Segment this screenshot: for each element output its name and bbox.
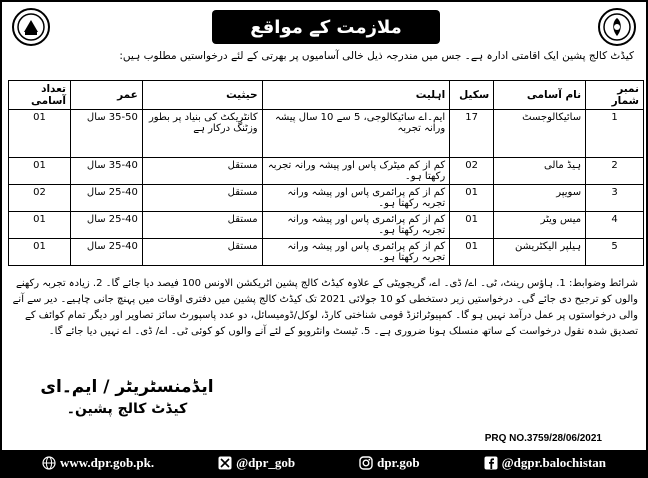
cell-status: مستقل — [142, 185, 262, 212]
table-row — [9, 185, 644, 212]
facebook-handle[interactable]: @dgpr.balochistan — [501, 455, 607, 470]
table-row — [9, 212, 644, 239]
cell-count: 01 — [9, 239, 71, 266]
prq-number: PRQ NO.3759/28/06/2021 — [484, 433, 602, 444]
table-row — [9, 110, 644, 158]
twitter-icon — [218, 456, 232, 470]
signatory-title: ایڈمنسٹریٹر / ایم۔ای — [40, 377, 214, 397]
table-header-row — [9, 81, 644, 110]
cell-age: 25-40 سال — [71, 212, 143, 239]
footer-twitter[interactable] — [218, 455, 295, 471]
cell-scale: 02 — [450, 158, 494, 185]
cell-post: میس ویٹر — [494, 212, 586, 239]
header-serial: نمبر شمار — [586, 81, 644, 110]
table-row — [9, 158, 644, 185]
cell-status: مستقل — [142, 158, 262, 185]
header-qualification: اہلیت — [262, 81, 450, 110]
instagram-handle[interactable]: dpr.gob — [377, 455, 420, 470]
cell-count: 02 — [9, 185, 71, 212]
cell-post: سائیکالوجسٹ — [494, 110, 586, 158]
cell-age: 25-40 سال — [71, 239, 143, 266]
cell-serial: 3 — [586, 185, 644, 212]
footer-bar — [2, 450, 646, 476]
page-title: ملازمت کے مواقع — [212, 10, 440, 44]
cell-qualification: ایم۔اے سائیکالوجی، 5 سے 10 سال پیشہ ورانہ تجربہ — [262, 110, 450, 158]
intro-text: کیڈٹ کالج پشین ایک اقامتی ادارہ ہے۔ جس میں مندرجہ ذیل خالی آسامیوں پر بھرتی کے لئے درخواستیں مطلوب ہیں: — [119, 50, 634, 62]
cell-qualification: کم از کم پرائمری پاس اور پیشہ ورانہ تجربہ رکھتا ہو۔ — [262, 239, 450, 266]
cell-age: 35-50 سال — [71, 110, 143, 158]
cell-count: 01 — [9, 158, 71, 185]
cell-count: 01 — [9, 110, 71, 158]
footer-facebook[interactable] — [484, 455, 606, 471]
header-count: تعداد آسامی — [9, 81, 71, 110]
twitter-handle[interactable]: @dpr_gob — [236, 455, 296, 470]
cell-age: 35-40 سال — [71, 158, 143, 185]
cell-post: ہیلپر الیکٹریشن — [494, 239, 586, 266]
cell-qualification: کم از کم پرائمری پاس اور پیشہ ورانہ تجربہ رکھتا ہو۔ — [262, 185, 450, 212]
cell-post: ہیڈ مالی — [494, 158, 586, 185]
cell-serial: 4 — [586, 212, 644, 239]
cell-qualification: کم از کم میٹرک پاس اور پیشہ ورانہ تجربہ رکھتا ہو۔ — [262, 158, 450, 185]
vacancies-table — [8, 80, 644, 266]
college-crest-icon — [16, 12, 46, 42]
cell-serial: 2 — [586, 158, 644, 185]
government-seal-icon — [602, 12, 632, 42]
website-link[interactable]: www.dpr.gob.pk. — [59, 455, 155, 470]
signature-block — [32, 376, 222, 420]
cell-age: 25-40 سال — [71, 185, 143, 212]
header-status: حیثیت — [142, 81, 262, 110]
header-scale: سکیل — [450, 81, 494, 110]
cadet-college-logo — [12, 8, 50, 46]
cell-status: کانٹریکٹ کی بنیاد پر بطور وزٹنگ درکار ہے — [142, 110, 262, 158]
cell-status: مستقل — [142, 239, 262, 266]
terms-and-conditions: شرائط وضوابط: 1. ہاؤس رینٹ، ٹی۔ اے/ ڈی۔ اے، گریجویٹی کے علاوہ کیڈٹ کالج پشین اٹریکشن الاونس 100 فیصد دیا جائے گا۔ 2. زیادہ تجربہ رکھنے والوں کو ترجیح دی جائے گی۔ درخواستیں زیر دستخطی کو 10 جولائی 2021 تک کیڈٹ کالج پشین میں دفتری اوقات میں پہنچ جانی چاہیے۔ دیر سے آنے والی درخواستوں پر عمل درآمد نہیں ہو گا۔ کمپیوٹرائزڈ قومی شناختی کارڈ، لوکل/ڈومیسائل، دو عدد پاسپورٹ سائز تصاویر اور دیگر تمام کوائف کے تصدیق شدہ نقول درخواست کے ساتھ منسلک ہونا ضروری ہے۔ 5. ٹیسٹ وانٹرویو کے لئے آنے والوں کو کوئی ٹی۔ اے/ ڈی۔ اے نہیں دیا جائے گا۔ — [12, 278, 638, 337]
cell-serial: 1 — [586, 110, 644, 158]
header-age: عمر — [71, 81, 143, 110]
cell-scale: 01 — [450, 239, 494, 266]
footer-instagram[interactable] — [359, 455, 420, 471]
cell-scale: 01 — [450, 212, 494, 239]
table-row — [9, 239, 644, 266]
header-post: نام آسامی — [494, 81, 586, 110]
government-logo — [598, 8, 636, 46]
cell-scale: 01 — [450, 185, 494, 212]
cell-serial: 5 — [586, 239, 644, 266]
footer-website[interactable] — [42, 455, 154, 471]
facebook-icon — [484, 456, 498, 470]
signatory-institution: کیڈٹ کالج پشین۔ — [66, 401, 188, 417]
cell-count: 01 — [9, 212, 71, 239]
cell-scale: 17 — [450, 110, 494, 158]
globe-icon — [42, 456, 56, 470]
cell-status: مستقل — [142, 212, 262, 239]
cell-post: سویپر — [494, 185, 586, 212]
instagram-icon — [359, 456, 373, 470]
cell-qualification: کم از کم پرائمری پاس اور پیشہ ورانہ تجربہ رکھتا ہو۔ — [262, 212, 450, 239]
